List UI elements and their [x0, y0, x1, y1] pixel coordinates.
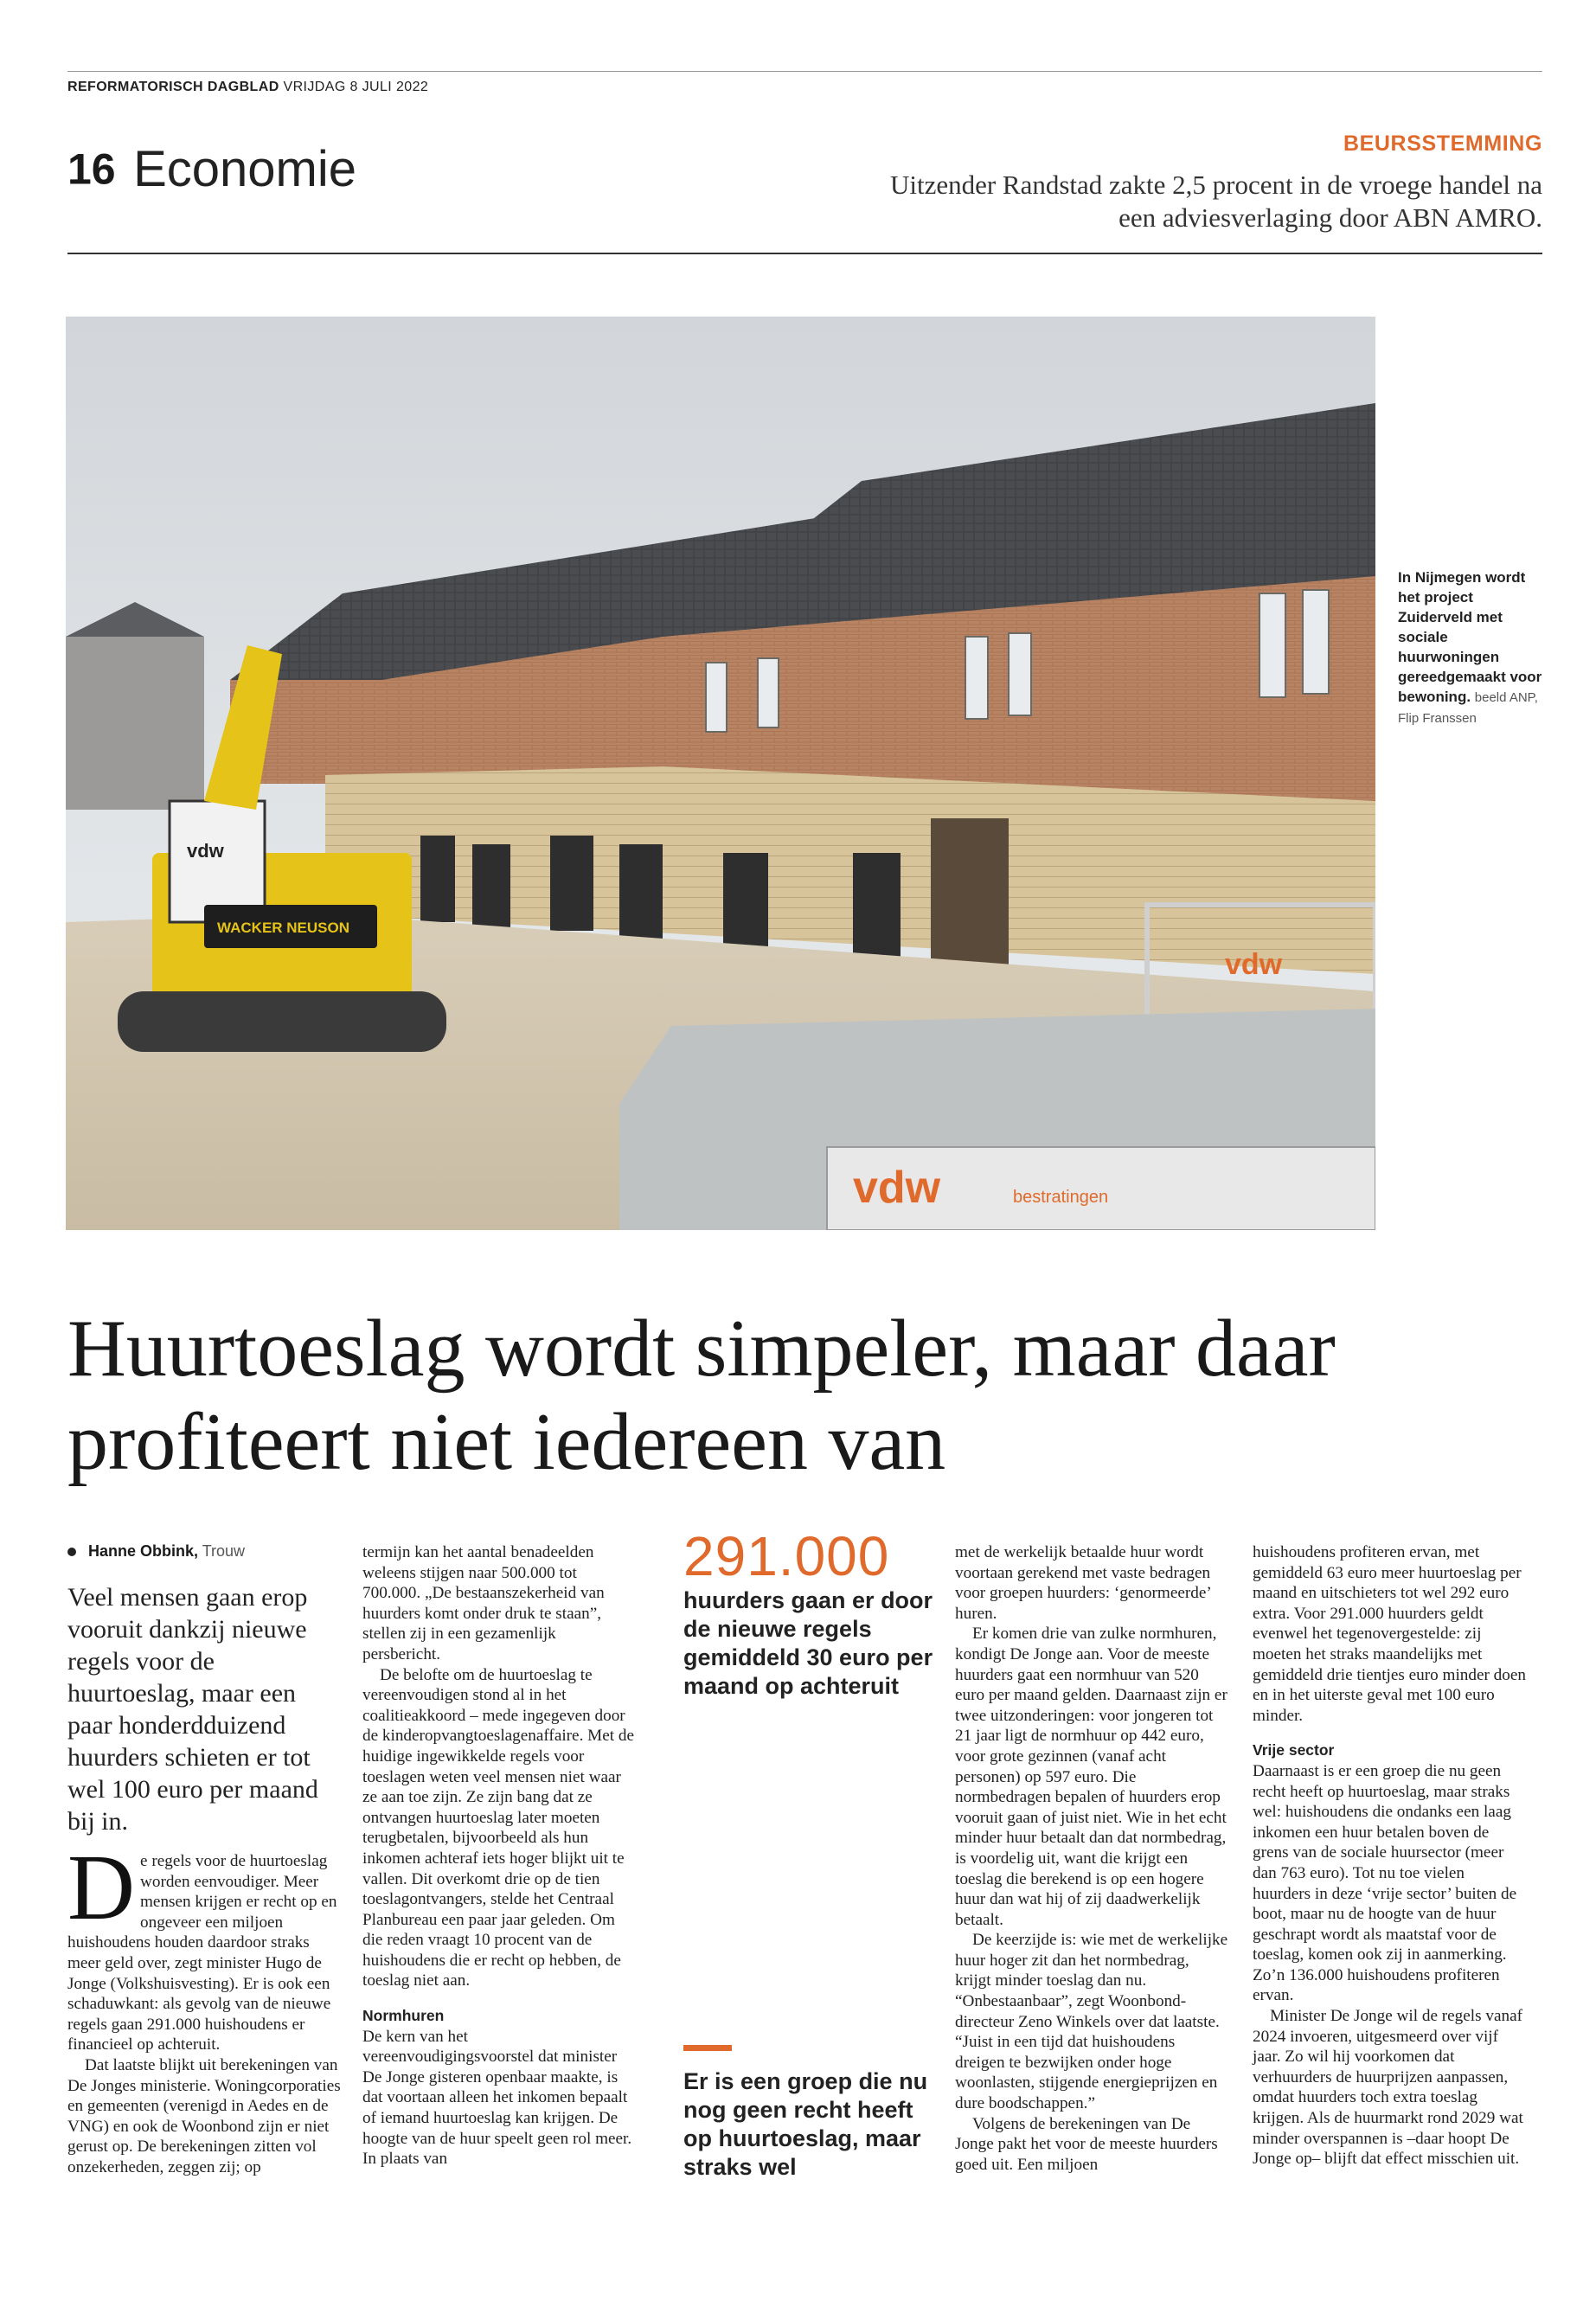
page-number: 16: [67, 144, 116, 194]
body-paragraph: met de werkelijk betaalde huur wordt voortaan gerekend met vaste bedragen voor groepen huurders: ‘genormeerde’ huren.: [955, 1543, 1211, 1623]
body-paragraph: Volgens de berekeningen van De Jonge pakt het voor de meeste huurders goed uit. Een miljoen: [955, 2114, 1218, 2174]
body-paragraph: De keerzijde is: wie met de werkelijke huur hoger zit dan het normbedrag, krijgt minder toeslag dan nu. “Onbestaanbaar”, zegt Woonbond- directeur Zeno Winkels over dat laatste. “Juist in een tijd dat huishoudens dreigen te bezwijken onder hoge woonlasten, stijgende energieprijzen en dure boodschappen.”: [955, 1931, 1228, 2113]
body-paragraph: termijn kan het aantal benadeelden weleens stijgen naar 500.000 tot 700.000. „De bestaanszekerheid van huurders komt onder druk te staan”, stellen zij in een gezamenlijk persbericht.: [362, 1543, 605, 1663]
body-paragraph: Er komen drie van zulke normhuren, kondigt De Jonge aan. Voor de meeste huurders gaat een normhuur van 520 euro per maand gelden. Daarnaast zijn er twee uitzonderingen: voor jongeren tot 21 jaar ligt de normhuur op 442 euro, voor grote gezinnen (vanaf acht personen) op 597 euro. Die normbedragen bepalen of huurders erop vooruit gaan of juist niet. Wie in het echt minder huur betaalt dan dat normbedrag, is voordelig uit, want die krijgt een toeslag die berekend is op een hogere huur dan wat hij of zij daadwerkelijk betaalt.: [955, 1625, 1227, 1929]
body-paragraph: De belofte om de huurtoeslag te vereenvoudigen stond al in het coalitieakkoord – mede ingegeven door de kinderopvangtoeslagenaffaire. Met de huidige ingewikkelde regels voor toeslagen weten veel mensen niet waar ze aan toe zijn. Ze zijn bang dat ze ontvangen huurtoeslag later moeten terugbetalen, bijvoorbeeld als hun inkomen achteraf iets hoger blijkt uit te vallen. Dit overkomt drie op de tien toeslagontvangers, stelde het Centraal Planbureau een paar jaar geleden. Om die reden vraagt 10 procent van de huishoudens die er recht op hebben, de toeslag niet aan.: [362, 1665, 634, 1990]
trailer-sub-text: bestratingen: [1013, 1188, 1109, 1207]
body-column-1: [67, 1836, 341, 2178]
byline-org: Trouw: [202, 1542, 246, 1560]
masthead: [67, 80, 1542, 95]
top-rule: [67, 71, 1542, 72]
body-paragraph: Dat laatste blijkt uit berekeningen van De Jonges ministerie. Woningcorporaties en gemeenten (verenigd in Aedes en de VNG) en ook de Woonbond zijn er niet gerust op. De berekeningen zitten vol onzekerheden, zeggen zij; op: [67, 2055, 341, 2176]
body-column-5: [1253, 1542, 1526, 2170]
fence-sign-text: vdw: [1225, 948, 1283, 981]
body-paragraph: De kern van het vereenvoudigingsvoorstel dat minister De Jonge gisteren openbaar maakte, is dat voortaan alleen het inkomen bepaalt of iemand huurtoeslag kan krijgen. De hoogte van de huur speelt geen rol meer. In plaats van: [362, 2027, 632, 2169]
excavator-maker-text: WACKER NEUSON: [217, 920, 350, 936]
stat-text: huurders gaan er door de nieuwe regels gemiddeld 30 euro per maand op achteruit: [683, 1587, 933, 1699]
excavator-brand-text: vdw: [187, 840, 224, 862]
caption-text: In Nijmegen wordt het project Zuiderveld met sociale huurwoningen gereedgemaakt voor bewoning.: [1398, 569, 1542, 705]
photo-caption: [1398, 567, 1545, 728]
beursstemming-text: Uitzender Randstad zakte 2,5 procent in de vroege handel na een adviesverlaging door ABN AMRO.: [889, 170, 1542, 233]
quote-accent-bar: [683, 2045, 732, 2051]
masthead-paper: REFORMATORISCH DAGBLAD: [67, 80, 279, 94]
body-paragraph: De regels voor de huurtoeslag worden eenvoudiger. Meer mensen krijgen er recht op en ongeveer een miljoen huishoudens houden daardoor straks meer geld over, zegt minister Hugo de Jonge (Volkshuisvesting). Er is ook een schaduwkant: als gevolg van de nieuwe regels gaan 291.000 huishoudens er financieel op achteruit.: [67, 1836, 337, 2054]
beursstemming-label: BEURSSTEMMING: [1343, 131, 1542, 156]
drop-cap: D: [67, 1836, 135, 1939]
body-paragraph: Minister De Jonge wil de regels vanaf 2024 invoeren, uitgesmeerd over vijf jaar. Zo wil hij voorkomen dat verhuurders de huurprijzen aanpassen, omdat huurders toch extra toeslag krijgen. Als de huurmarkt rond 2029 wat minder overspannen is –daar hoopt De Jonge op– blijft dat effect misschien uit.: [1253, 2007, 1523, 2169]
section-name: Economie: [133, 141, 356, 197]
caption-credit: beeld ANP, Flip Franssen: [1398, 690, 1538, 726]
body-paragraph: Daarnaast is er een groep die nu geen recht heeft op huurtoeslag, maar straks wel: huishoudens die ondanks een laag inkomen een huur betalen boven de grens van de sociale huursector (meer dan 763 euro). Tot nu toe vielen huurders in deze ‘vrije sector’ buiten de boot, maar nu de hoogte van de huur geschrapt wordt als maatstaf voor de toeslag, komen ook zij in aanmerking. Zo’n 136.000 huishoudens profiteren ervan.: [1253, 1761, 1517, 2005]
subheading-vrije-sector: Vrije sector: [1253, 1741, 1335, 1759]
trailer-brand-text: vdw: [853, 1163, 941, 1213]
pull-quote: Er is een groep die nu nog geen recht heeft op huurtoeslag, maar straks wel: [683, 2068, 928, 2180]
byline-author: Hanne Obbink,: [88, 1542, 199, 1560]
body-column-4: [955, 1542, 1228, 2175]
body-paragraph: huishoudens profiteren ervan, met gemiddeld 63 euro meer huurtoeslag per maand en uitschieters tot wel 292 euro extra. Voor 291.000 huurders geldt evenwel het tegenovergestelde: zij moeten het straks maandelijks met gemiddeld drie tientjes euro minder doen en in het uiterste geval met 100 euro minder.: [1253, 1543, 1526, 1725]
byline-dot: [67, 1548, 76, 1556]
subheading-normhuren: Normhuren: [362, 2007, 445, 2025]
header-rule: [67, 253, 1542, 254]
stat-number: 291.000: [683, 1525, 890, 1587]
article-photo: [66, 317, 1375, 1230]
article-headline: Huurtoeslag wordt simpeler, maar daar profiteert niet iedereen van: [67, 1304, 1336, 1487]
byline: [67, 1542, 245, 1561]
section-header: [67, 140, 356, 198]
article-intro: Veel mensen gaan erop vooruit dankzij nieuwe regels voor de huurtoeslag, maar een paar honderdduizend huurders schieten er tot wel 100 euro per maand bij in.: [67, 1583, 318, 1836]
body-column-2: [362, 1542, 636, 2170]
masthead-date: VRIJDAG 8 JULI 2022: [283, 80, 429, 94]
